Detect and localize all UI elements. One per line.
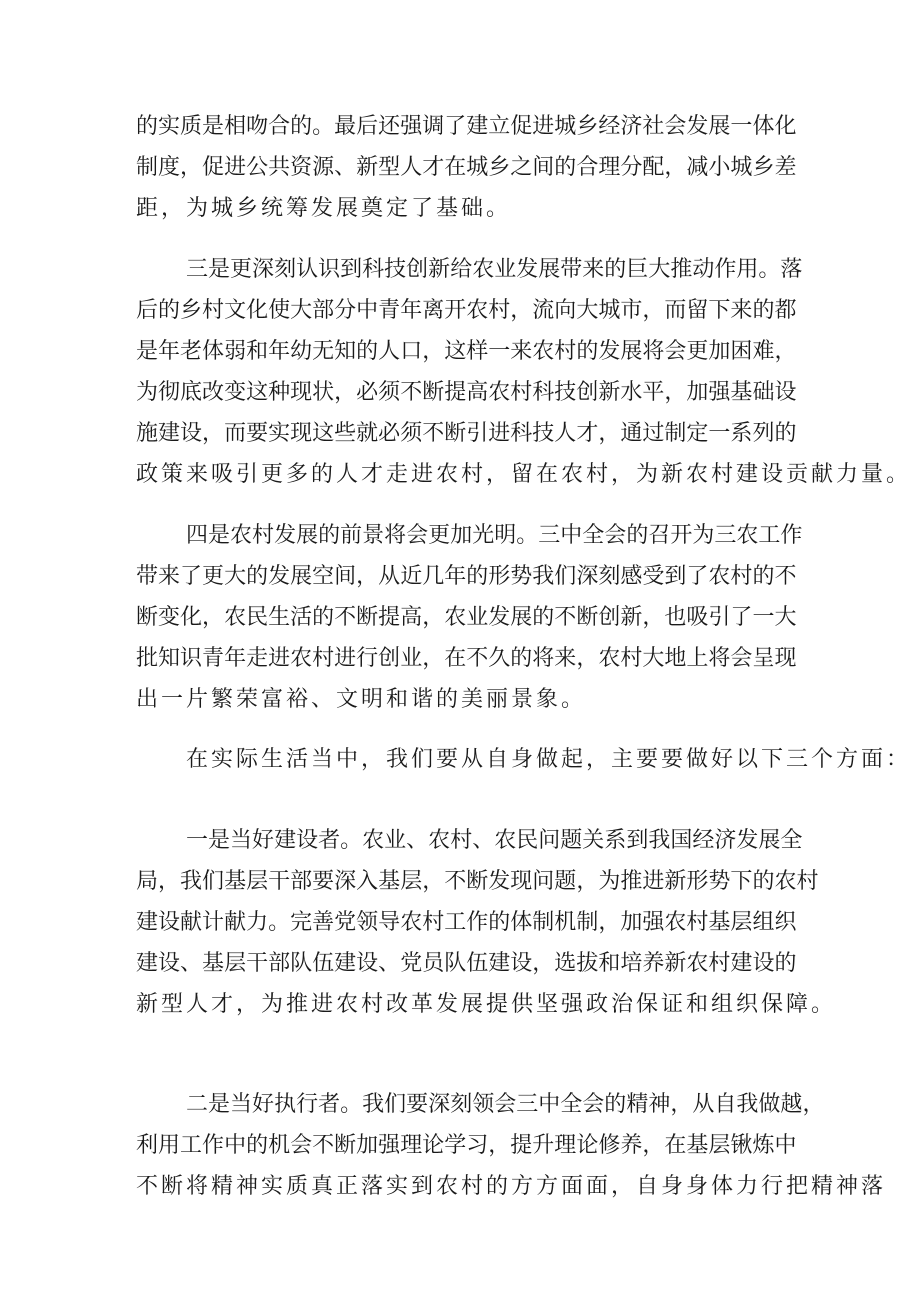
text-line: 后 的 乡 村 文 化 使 大 部 分 中 青 年 离 开 农 村 ， 流 向 大 城 市 ， 而 留 下 来 的 都 [136, 298, 797, 323]
paragraph-point-four-prospects [136, 515, 803, 720]
paragraph-aspect-two-executor [136, 1084, 887, 1207]
text-line: 带 来 了 更 大 的 发 展 空 间 ， 从 近 几 年 的 形 势 我 们 深 刻 感 受 到 了 农 村 的 不 [136, 564, 797, 589]
text-line: 政策来吸引更多的人才走进农村，留在农村，为新农村建设贡献力量。 [136, 462, 912, 487]
text-line: 断 变 化 ， 农 民 生 活 的 不 断 提 高 ， 农 业 发 展 的 不 断 创 新 ， 也 吸 引 了 一 大 [136, 605, 797, 630]
paragraph-point-three-technology [136, 249, 912, 495]
text-line: 建 设 献 计 献 力 。 完 善 党 领 导 农 村 工 作 的 体 制 机 制 ， 加 强 农 村 基 层 组 织 [136, 910, 797, 935]
text-line: 距，为城乡统筹发展奠定了基础。 [136, 196, 512, 221]
text-line: 施 建 设 ， 而 要 实 现 这 些 就 必 须 不 断 引 进 科 技 人 才 ， 通 过 制 定 一 系 列 的 [136, 421, 797, 446]
paragraph-three-aspects-intro [136, 739, 912, 780]
text-line: 在实际生活当中，我们要从自身做起，主要要做好以下三个方面： [186, 747, 912, 772]
text-line: 批 知 识 青 年 走 进 农 村 进 行 创 业 ， 在 不 久 的 将 来 ， 农 村 大 地 上 将 会 呈 现 [136, 646, 797, 671]
paragraph-urban-rural-integration [136, 106, 797, 229]
text-line: 是 年 老 体 弱 和 年 幼 无 知 的 人 口 ， 这 样 一 来 农 村 的 发 展 将 会 更 加 困 难 ， [136, 339, 797, 364]
text-line: 新型人才，为推进农村改革发展提供坚强政治保证和组织保障。 [136, 992, 837, 1017]
text-line: 四 是 农 村 发 展 的 前 景 将 会 更 加 光 明 。 三 中 全 会 的 召 开 为 三 农 工 作 [186, 523, 803, 548]
paragraph-aspect-one-builder [136, 820, 837, 1025]
text-line: 不断将精神实质真正落实到农村的方方面面，自身身体力行把精神落 [136, 1174, 887, 1199]
text-line: 为 彻 底 改 变 这 种 现 状 ， 必 须 不 断 提 高 农 村 科 技 创 新 水 平 ， 加 强 基 础 设 [136, 380, 797, 405]
text-line: 一 是 当 好 建 设 者 。 农 业 、 农 村 、 农 民 问 题 关 系 到 我 国 经 济 发 展 全 [186, 828, 803, 853]
text-line: 利 用 工 作 中 的 机 会 不 断 加 强 理 论 学 习 ， 提 升 理 论 修 养 ， 在 基 层 锹 炼 中 [136, 1133, 797, 1158]
text-line: 三 是 更 深 刻 认 识 到 科 技 创 新 给 农 业 发 展 带 来 的 巨 大 推 动 作 用 。 落 [186, 257, 803, 282]
text-line: 建 设 、 基 层 干 部 队 伍 建 设 、 党 员 队 伍 建 设 ， 选 拔 和 培 养 新 农 村 建 设 的 [136, 951, 797, 976]
text-line: 制 度 ， 促 进 公 共 资 源 、 新 型 人 才 在 城 乡 之 间 的 合 理 分 配 ， 减 小 城 乡 差 [136, 155, 797, 180]
text-line: 二 是 当 好 执 行 者 。 我 们 要 深 刻 领 会 三 中 全 会 的 精 神 ， 从 自 我 做 越 ， [186, 1092, 825, 1117]
text-line: 的 实 质 是 相 吻 合 的 。 最 后 还 强 调 了 建 立 促 进 城 乡 经 济 社 会 发 展 一 体 化 [136, 114, 797, 139]
text-line: 出一片繁荣富裕、文明和谐的美丽景象。 [136, 687, 587, 712]
text-line: 局 ， 我 们 基 层 干 部 要 深 入 基 层 ， 不 断 发 现 问 题 ， 为 推 进 新 形 势 下 的 农 村 [136, 869, 819, 894]
